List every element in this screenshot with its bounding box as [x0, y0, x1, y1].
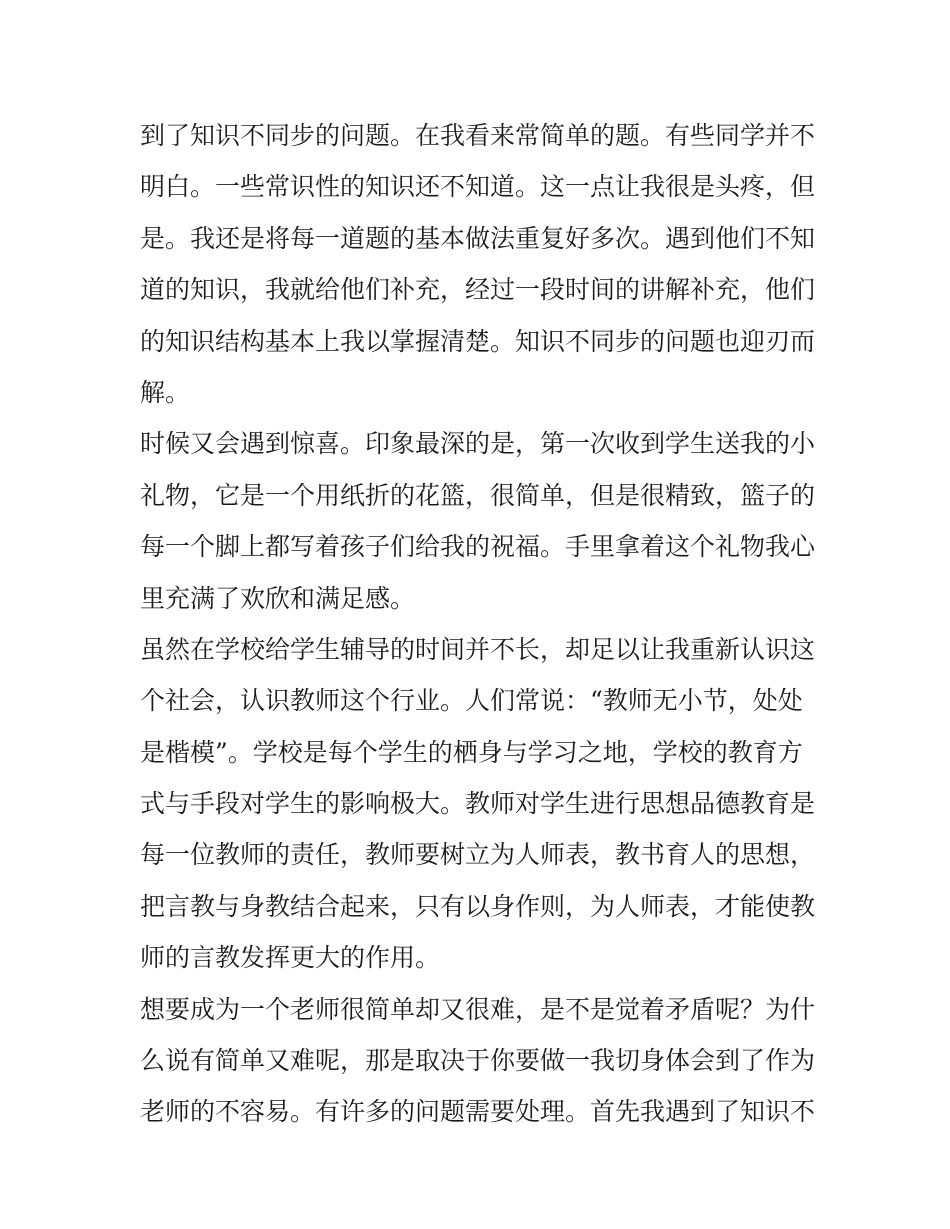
- text-line: 个社会，认识教师这个行业。人们常说：“教师无小节，处处: [140, 686, 803, 716]
- text-line: 礼物，它是一个用纸折的花篮，很简单，但是很精致，篮子的: [140, 480, 816, 510]
- text-line: 把言教与身教结合起来，只有以身作则，为人师表，才能使教: [140, 891, 816, 921]
- text-line: 到了知识不同步的问题。在我看来常简单的题。有些同学并不: [140, 121, 816, 150]
- text-line: 里充满了欢欣和满足感。: [140, 583, 416, 613]
- text-line: 是楷模”。学校是每个学生的栖身与学习之地，学校的教育方: [140, 737, 803, 767]
- text-line: 道的知识，我就给他们补充，经过一段时间的讲解补充，他们: [140, 275, 816, 305]
- text-line: 的知识结构基本上我以掌握清楚。知识不同步的问题也迎刃而: [140, 326, 816, 356]
- text-line: 师的言教发挥更大的作用。: [140, 943, 441, 973]
- text-line: 想要成为一个老师很简单却又很难，是不是觉着矛盾呢？为什: [140, 994, 816, 1024]
- text-line: 每一个脚上都写着孩子们给我的祝福。手里拿着这个礼物我心: [140, 532, 816, 562]
- text-line: 每一位教师的责任，教师要树立为人师表，教书育人的思想，: [140, 840, 816, 870]
- text-line: 是。我还是将每一道题的基本做法重复好多次。遇到他们不知: [140, 223, 816, 253]
- text-line: 么说有简单又难呢，那是取决于你要做一我切身体会到了作为: [140, 1046, 816, 1076]
- text-line: 式与手段对学生的影响极大。教师对学生进行思想品德教育是: [140, 789, 816, 819]
- text-line: 时候又会遇到惊喜。印象最深的是，第一次收到学生送我的小: [140, 429, 816, 459]
- text-line: 明白。一些常识性的知识还不知道。这一点让我很是头疼，但: [140, 172, 816, 202]
- text-line: 解。: [140, 377, 191, 407]
- text-line: 虽然在学校给学生辅导的时间并不长，却足以让我重新认识这: [140, 634, 816, 664]
- text-line: 老师的不容易。有许多的问题需要处理。首先我遇到了知识不: [140, 1097, 816, 1127]
- body-text: [140, 110, 820, 1138]
